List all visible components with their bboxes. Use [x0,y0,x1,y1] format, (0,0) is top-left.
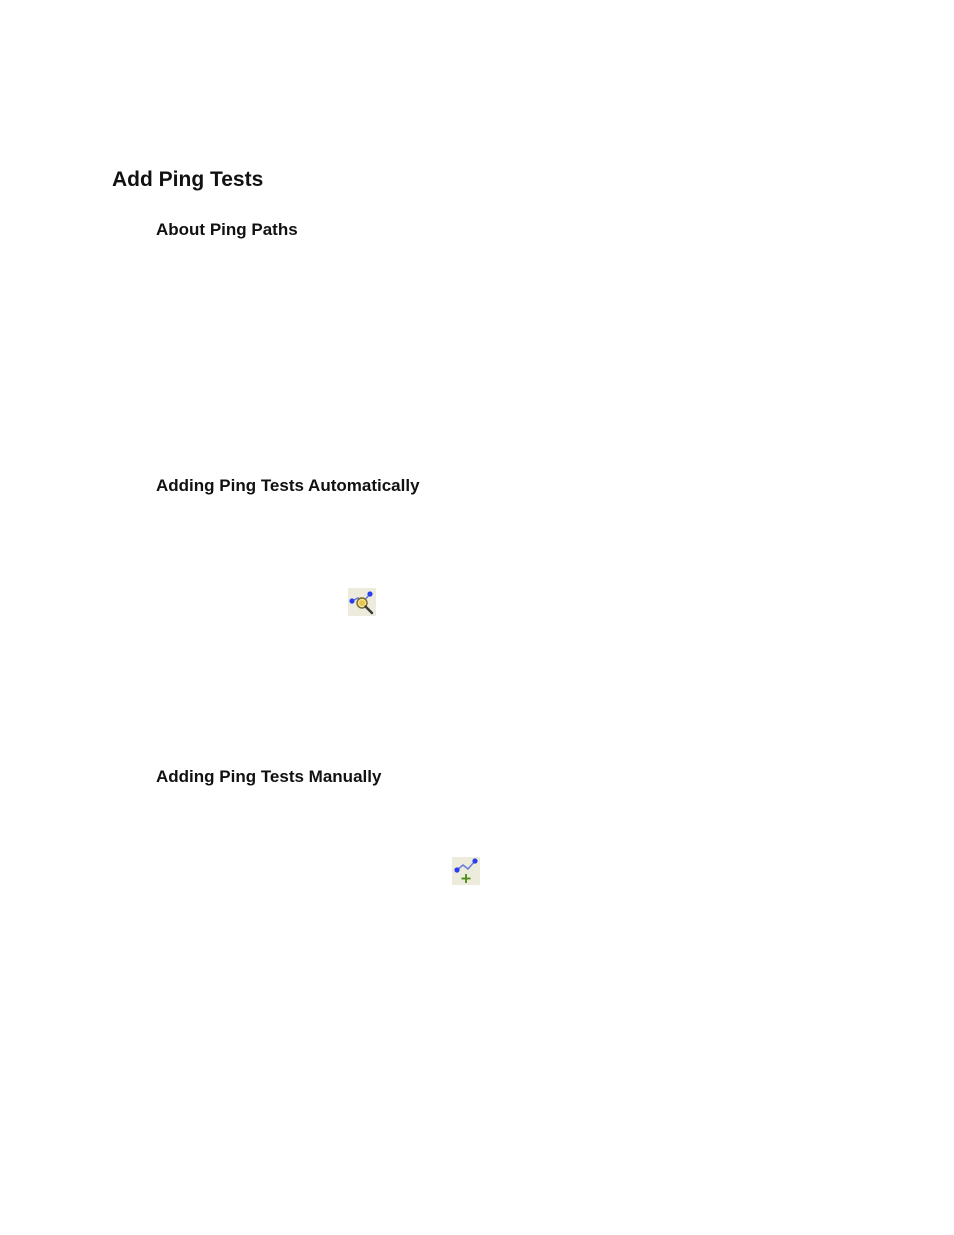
section-heading-adding-ping-tests-manually: Adding Ping Tests Manually [156,767,382,786]
discover-ping-paths-icon [348,588,376,616]
add-ping-test-icon [452,857,480,885]
discover-ping-paths-icon-graphic [348,588,376,616]
add-ping-test-icon-graphic [452,857,480,885]
section-heading-about-ping-paths: About Ping Paths [156,220,298,239]
page-title: Add Ping Tests [112,168,264,191]
section-heading-adding-ping-tests-automatically: Adding Ping Tests Automatically [156,476,420,495]
